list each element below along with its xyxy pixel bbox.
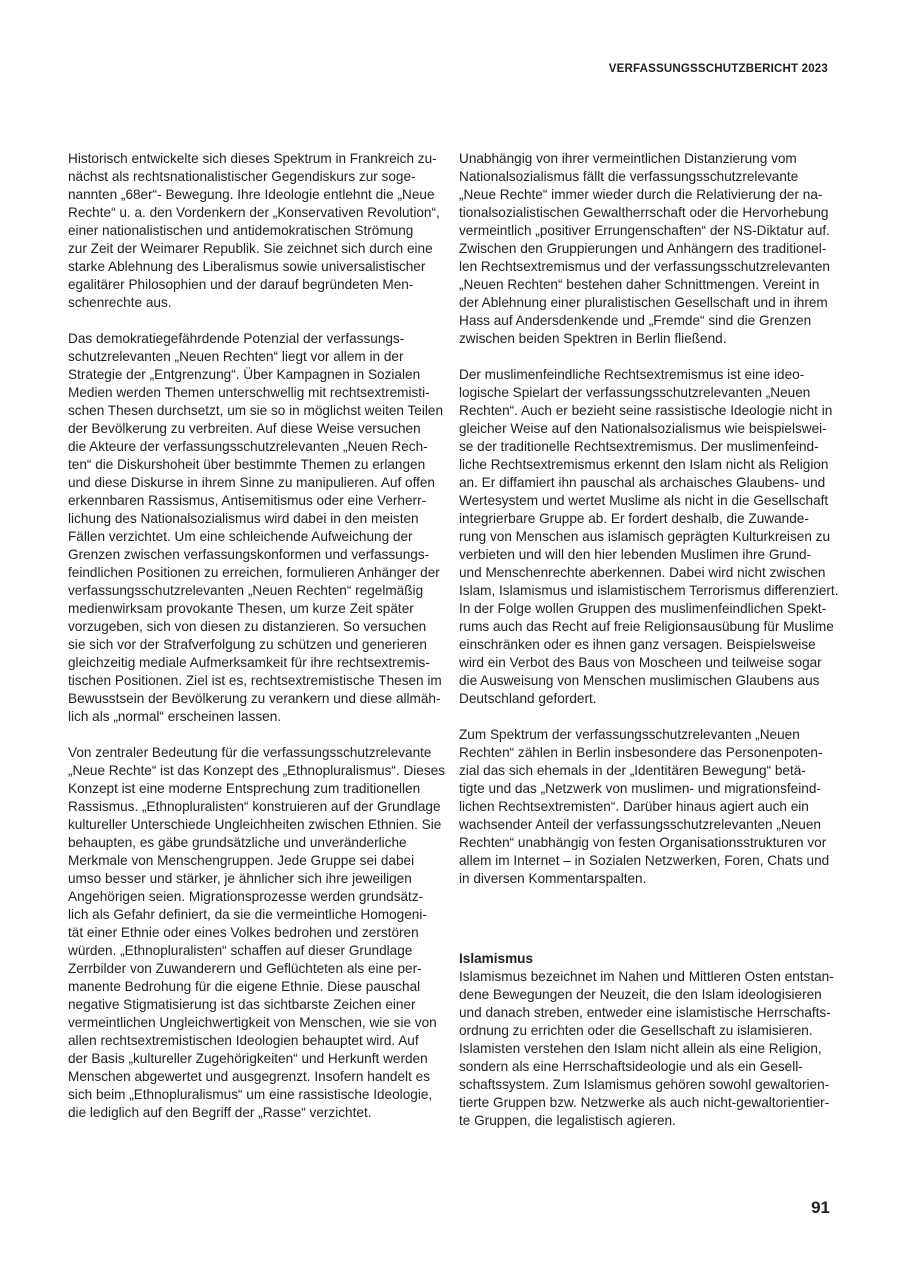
text-line: Zum Spektrum der verfassungsschutzrelevanten „Neuen [459,727,800,742]
text-line: Unabhängig von ihrer vermeintlichen Distanzierung vom [459,151,797,166]
paragraph-right-3 [459,726,830,888]
text-line: starke Ablehnung des Liberalismus sowie universalistischer [68,259,426,274]
text-line: Fällen verzichtet. Um eine schleichende Aufweichung der [68,529,413,544]
text-line: allen rechtsextremistischen Ideologien behauptet wird. Auf [68,1033,419,1048]
text-line: ordnung zu errichten oder die Gesellschaft zu islamisieren. [459,1023,813,1038]
right-text-column [459,150,839,1148]
text-line: sich beim „Ethnopluralismus“ um eine rassistische Ideologie, [68,1087,433,1102]
text-line: „Neue Rechte“ immer wieder durch die Relativierung der na- [459,187,823,202]
text-line: Grenzen zwischen verfassungskonformen und verfassungs- [68,547,430,562]
text-line: zwischen beiden Spektren in Berlin fließend. [459,331,727,346]
text-line: Hass auf Andersdenkende und „Fremde“ sind die Grenzen [459,313,812,328]
islamismus-heading: Islamismus [459,951,534,966]
text-line: schen Thesen durchsetzt, um sie so in möglichst weiten Teilen [68,403,444,418]
text-line: Zerrbilder von Zuwanderern und Geflüchteten als eine per- [68,961,422,976]
text-line: Nationalsozialismus fällt die verfassungsschutzrelevante [459,169,799,184]
text-line: egalitärer Philosophien und der darauf begründeten Men- [68,277,414,292]
text-line: lichung des Nationalsozialismus wird dabei in den meisten [68,511,419,526]
paragraph-right-1 [459,150,830,348]
text-line: liche Rechtsextremismus erkennt den Islam nicht als Religion [459,457,829,472]
text-line: erkennbaren Rassismus, Antisemitismus oder eine Verherr- [68,493,427,508]
text-line: sie sich vor der Strafverfolgung zu schützen und generieren [68,637,427,652]
text-line: die lediglich auf den Begriff der „Rasse“ verzichtet. [68,1105,372,1120]
text-line: nächst als rechtsnationalistischer Gegendiskurs zur soge- [68,169,416,184]
text-line: gleichzeitig mediale Aufmerksamkeit für ihre rechtsextremis- [68,655,430,670]
text-line: tierte Gruppen bzw. Netzwerke als auch nicht-gewaltorientier- [459,1095,830,1110]
text-line: Rechten“ unabhängig von festen Organisationsstrukturen vor [459,835,827,850]
text-line: Deutschland gefordert. [459,691,597,706]
text-line: zial das sich ehemals in der „Identitären Bewegung“ betä- [459,763,806,778]
text-line: „Neue Rechte“ ist das Konzept des „Ethnopluralismus“. Dieses [68,763,446,778]
paragraph-left-2 [68,330,444,726]
text-line: vermeintlichen Ungleichwertigkeit von Menschen, wie sie von [68,1015,437,1030]
text-line: lich als Gefahr definiert, da sie die vermeintliche Homogeni- [68,907,427,922]
text-line: in diversen Kommentarspalten. [459,871,647,886]
text-line: Rechten“ zählen in Berlin insbesondere das Personenpoten- [459,745,823,760]
text-line: In der Folge wollen Gruppen des muslimenfeindlichen Spekt- [459,601,827,616]
text-line: umso besser und stärker, je ähnlicher sich ihre jeweiligen [68,871,412,886]
text-line: die Akteure der verfassungsschutzrelevanten „Neuen Rech- [68,439,428,454]
text-line: Angehörigen seien. Migrationsprozesse werden grundsätz- [68,889,424,904]
text-line: logische Spielart der verfassungsschutzrelevanten „Neuen [459,385,811,400]
text-line: Wertesystem und wertet Muslime als nicht in die Gesellschaft [459,493,829,508]
text-line: einschränken oder es ihnen ganz versagen. Beispielsweise [459,637,816,652]
paragraph-left-3 [68,744,446,1122]
text-line: Islam, Islamismus und islamistischem Terrorismus differenziert. [459,583,839,598]
text-line: kultureller Unterschiede Ungleichheiten zwischen Ethnien. Sie [68,817,442,832]
text-line: und danach streben, entweder eine islamistische Herrschafts- [459,1005,831,1020]
text-line: negative Stigmatisierung ist das sichtbarste Zeichen einer [68,997,416,1012]
text-line: Zwischen den Gruppierungen und Anhängern des traditionel- [459,241,827,256]
text-line: der Basis „kultureller Zugehörigkeiten“ und Herkunft werden [68,1051,428,1066]
text-line: ten“ die Diskurshoheit über bestimmte Themen zu erlangen [68,457,426,472]
text-line: und diese Diskurse in ihrem Sinne zu manipulieren. Auf offen [68,475,435,490]
left-text-column [68,150,446,1140]
text-line: te Gruppen, die legalistisch agieren. [459,1113,676,1128]
text-line: Bewusstsein der Bevölkerung zu verankern und diese allmäh- [68,691,441,706]
text-line: der Bevölkerung zu verbreiten. Auf diese Weise versuchen [68,421,421,436]
text-line: Historisch entwickelte sich dieses Spektrum in Frankreich zu- [68,151,437,166]
text-line: gleicher Weise auf den Nationalsozialismus wie beispielswei- [459,421,827,436]
text-line: tigte und das „Netzwerk von muslimen- und migrationsfeind- [459,781,821,796]
text-line: verfassungsschutzrelevanten „Neuen Rechten“ regelmäßig [68,583,424,598]
text-line: se der traditionelle Rechtsextremismus. Der muslimenfeind- [459,439,819,454]
text-line: „Neuen Rechten“ bestehen daher Schnittmengen. Vereint in [459,277,820,292]
page-number: 91 [811,1198,830,1217]
text-line: zur Zeit der Weimarer Republik. Sie zeichnet sich durch eine [68,241,433,256]
text-line: lich als „normal“ erscheinen lassen. [68,709,282,724]
text-line: wachsender Anteil der verfassungsschutzrelevanten „Neuen [459,817,821,832]
text-line: einer nationalistischen und antidemokratischen Strömung [68,223,414,238]
text-line: lichen Rechtsextremisten“. Darüber hinaus agiert auch ein [459,799,809,814]
text-line: die Ausweisung von Menschen muslimischen Glaubens aus [459,673,820,688]
report-header-title: VERFASSUNGSSCHUTZBERICHT 2023 [608,63,828,75]
text-line: schutzrelevanten „Neuen Rechten“ liegt vor allem in der [68,349,404,364]
text-line: der Ablehnung einer pluralistischen Gesellschaft und in ihrem [459,295,828,310]
text-line: tischen Positionen. Ziel ist es, rechtsextremistische Thesen im [68,673,442,688]
text-line: integrierbare Gruppe ab. Er fordert deshalb, die Zuwande- [459,511,809,526]
text-line: Medien werden Themen unterschwellig mit rechtsextremisti- [68,385,430,400]
text-line: an. Er diffamiert ihn pauschal als archaisches Glaubens- und [459,475,826,490]
text-line: Rechte“ u. a. den Vordenkern der „Konservativen Revolution“, [68,205,440,220]
text-line: Menschen abgewertet und ausgegrenzt. Insofern handelt es [68,1069,430,1084]
text-line: Der muslimenfeindliche Rechtsextremismus ist eine ideo- [459,367,805,382]
text-line: dene Bewegungen der Neuzeit, die den Islam ideologisieren [459,987,822,1002]
text-line: nannten „68er“- Bewegung. Ihre Ideologie entlehnt die „Neue [68,187,435,202]
text-line: und Menschenrechte aberkennen. Dabei wird nicht zwischen [459,565,826,580]
text-line: verbieten und will den hier lebenden Muslimen ihre Grund- [459,547,812,562]
text-line: Rechten“. Auch er bezieht seine rassistische Ideologie nicht in [459,403,833,418]
text-line: tät einer Ethnie oder eines Volkes bedrohen und zerstören [68,925,419,940]
text-line: Rassismus. „Ethnopluralisten“ konstruieren auf der Grundlage [68,799,441,814]
paragraph-left-1 [68,150,440,312]
text-line: schenrechte aus. [68,295,172,310]
paragraph-right-2 [459,366,839,708]
text-line: Das demokratiegefährdende Potenzial der verfassungs- [68,331,405,346]
text-line: vorzugeben, sich von diesen zu distanzieren. So versuchen [68,619,427,634]
text-line: medienwirksam provokante Thesen, um kurze Zeit später [68,601,414,616]
text-line: Von zentraler Bedeutung für die verfassungsschutzrelevante [68,745,432,760]
text-line: Strategie der „Entgrenzung“. Über Kampagnen in Sozialen [68,367,421,382]
text-line: manente Bedrohung für die eigene Ethnie. Diese pauschal [68,979,421,994]
text-line: rums auch das Recht auf freie Religionsausübung für Muslime [459,619,834,634]
text-line: vermeintlich „positiver Errungenschaften“ der NS-Diktatur auf. [459,223,830,238]
text-line: schaftssystem. Zum Islamismus gehören sowohl gewaltorien- [459,1077,830,1092]
text-line: tionalsozialistischen Gewaltherrschaft oder die Hervorhebung [459,205,829,220]
text-line: Konzept ist eine moderne Entsprechung zum traditionellen [68,781,421,796]
islamismus-definition [459,968,834,1130]
text-line: Islamisten verstehen den Islam nicht allein als eine Religion, [459,1041,822,1056]
text-line: feindlichen Positionen zu erreichen, formulieren Anhänger der [68,565,440,580]
text-line: rung von Menschen aus islamisch geprägten Kulturkreisen zu [459,529,831,544]
text-line: len Rechtsextremismus und der verfassungsschutzrelevanten [459,259,830,274]
section-spacer [459,906,825,950]
text-line: Islamismus bezeichnet im Nahen und Mittleren Osten entstan- [459,969,834,984]
text-line: würden. „Ethnopluralisten“ schaffen auf dieser Grundlage [68,943,413,958]
text-line: behaupten, es gäbe grundsätzliche und unveränderliche [68,835,407,850]
text-line: allem im Internet – in Sozialen Netzwerken, Foren, Chats und [459,853,830,868]
text-line: Merkmale von Menschengruppen. Jede Gruppe sei dabei [68,853,415,868]
text-line: wird ein Verbot des Baus von Moscheen und teilweise sogar [459,655,822,670]
text-line: sondern als eine Herrschaftsideologie und als ein Gesell- [459,1059,803,1074]
